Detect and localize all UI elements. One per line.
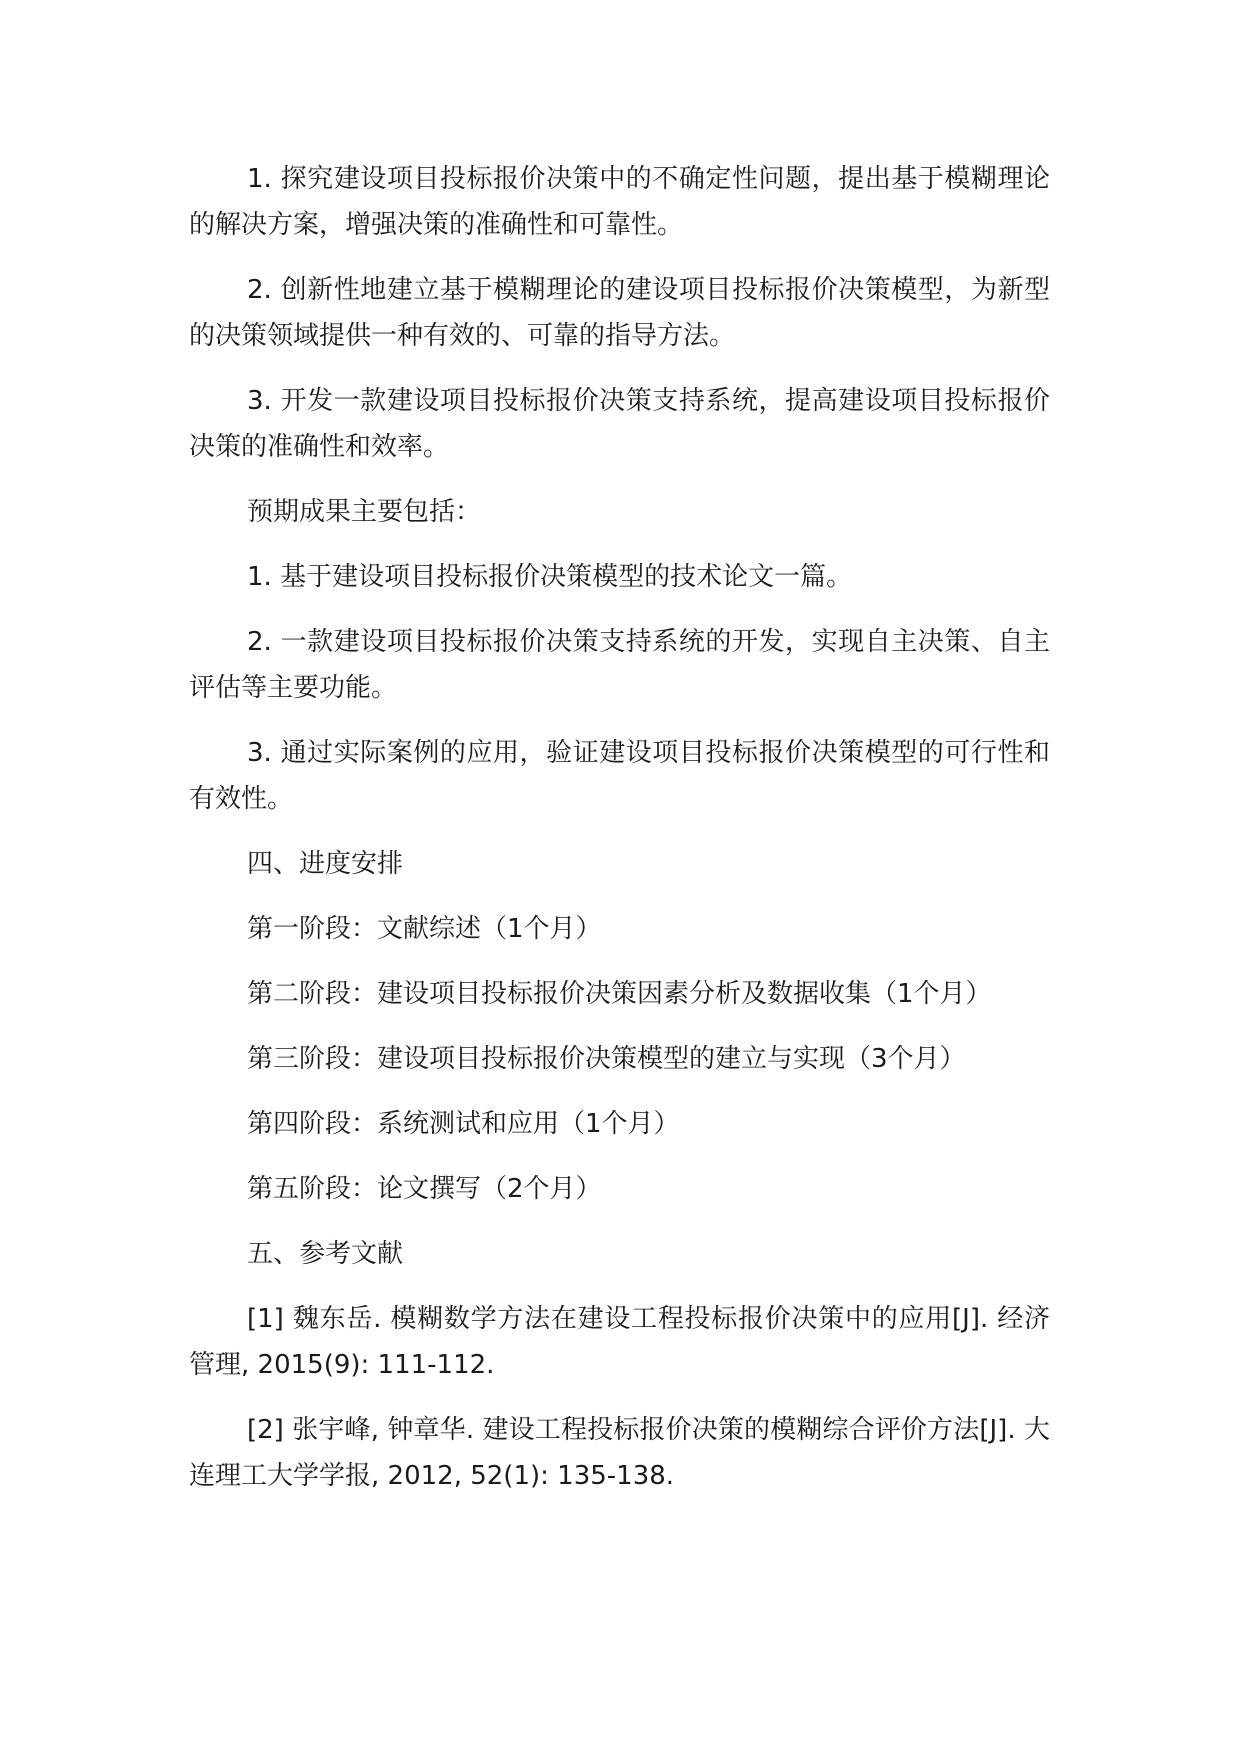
schedule-stage-1: 第一阶段：文献综述（1个月）	[247, 914, 602, 944]
section-heading-references: 五、参考文献	[247, 1239, 404, 1269]
document-body	[189, 156, 1050, 1518]
result-paragraph-1: 1. 基于建设项目投标报价决策模型的技术论文一篇。	[247, 562, 853, 592]
objective-paragraph-2: 2. 创新性地建立基于模糊理论的建设项目投标报价决策模型，为新型的决策领域提供一种有效的、可靠的指导方法。	[189, 275, 1050, 351]
schedule-stage-4: 第四阶段：系统测试和应用（1个月）	[247, 1109, 680, 1139]
schedule-stage-2: 第二阶段：建设项目投标报价决策因素分析及数据收集（1个月）	[247, 979, 992, 1009]
objective-paragraph-1: 1. 探究建设项目投标报价决策中的不确定性问题，提出基于模糊理论的解决方案，增强决策的准确性和可靠性。	[189, 164, 1050, 240]
schedule-stage-3: 第三阶段：建设项目投标报价决策模型的建立与实现（3个月）	[247, 1044, 966, 1074]
section-heading-schedule: 四、进度安排	[247, 849, 404, 879]
reference-1: [1] 魏东岳. 模糊数学方法在建设工程投标报价决策中的应用[J]. 经济管理, 2015(9): 111-112.	[189, 1304, 1050, 1380]
reference-2: [2] 张宇峰, 钟章华. 建设工程投标报价决策的模糊综合评价方法[J]. 大连理工大学学报, 2012, 52(1): 135-138.	[189, 1415, 1050, 1491]
result-paragraph-2: 2. 一款建设项目投标报价决策支持系统的开发，实现自主决策、自主评估等主要功能。	[189, 627, 1050, 703]
schedule-stage-5: 第五阶段：论文撰写（2个月）	[247, 1174, 602, 1204]
expected-results-heading: 预期成果主要包括：	[247, 497, 482, 527]
result-paragraph-3: 3. 通过实际案例的应用，验证建设项目投标报价决策模型的可行性和有效性。	[189, 738, 1050, 814]
objective-paragraph-3: 3. 开发一款建设项目投标报价决策支持系统，提高建设项目投标报价决策的准确性和效率。	[189, 386, 1050, 462]
